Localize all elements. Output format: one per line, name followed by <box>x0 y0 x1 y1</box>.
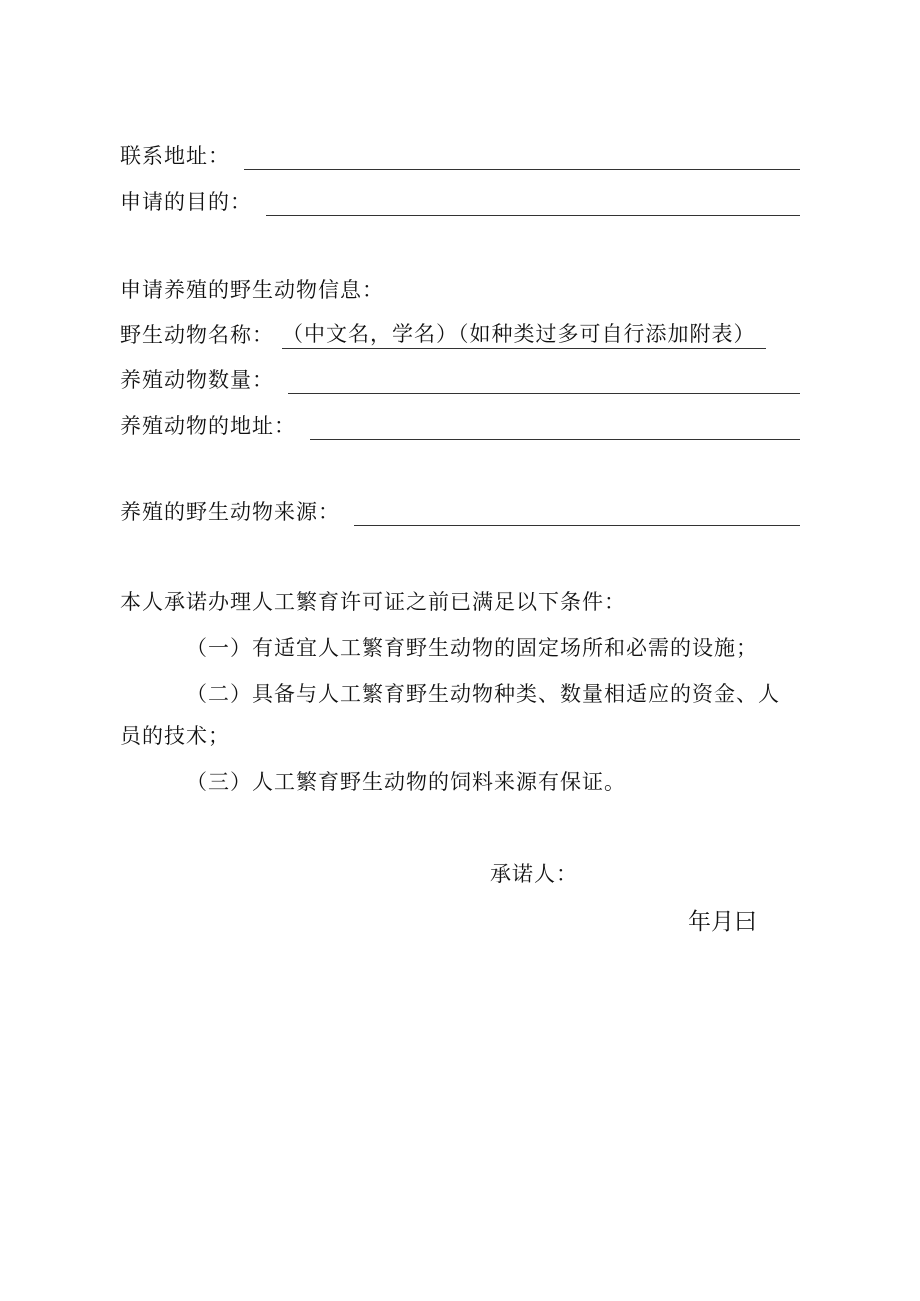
quantity-row <box>120 366 800 394</box>
quantity-label: 养殖动物数量： <box>120 368 274 392</box>
commitment-item-3: （三）人工繁育野生动物的饲料来源有保证。 <box>186 770 626 794</box>
animal-source-label: 养殖的野生动物来源： <box>120 500 340 524</box>
date-label: 年月曰 <box>688 909 757 935</box>
breeding-address-field[interactable] <box>310 415 800 440</box>
animal-name-label: 野生动物名称： <box>120 323 274 347</box>
animal-source-field[interactable] <box>354 501 800 526</box>
animal-info-heading: 申请养殖的野生动物信息： <box>120 278 384 302</box>
commitment-item-2: （二）具备与人工繁育野生动物种类、数量相适应的资金、人 <box>186 682 780 706</box>
purpose-row <box>120 188 800 216</box>
animal-name-field[interactable]: （中文名，学名）（如种类过多可自行添加附表） <box>282 320 766 349</box>
quantity-field[interactable] <box>288 369 800 394</box>
purpose-field[interactable] <box>266 191 800 216</box>
signer-label: 承诺人： <box>490 862 578 886</box>
contact-address-label: 联系地址： <box>120 144 230 168</box>
animal-name-row <box>120 320 800 349</box>
purpose-label: 申请的目的： <box>120 190 252 214</box>
animal-source-row <box>120 498 800 526</box>
commitment-item-1: （一）有适宜人工繁育野生动物的固定场所和必需的设施； <box>186 636 758 660</box>
contact-address-field[interactable] <box>244 145 800 170</box>
commitment-item-2-continued: 员的技术； <box>120 724 230 748</box>
commitment-intro: 本人承诺办理人工繁育许可证之前已满足以下条件： <box>120 590 626 614</box>
contact-address-row <box>120 142 800 170</box>
breeding-address-row <box>120 412 800 440</box>
breeding-address-label: 养殖动物的地址： <box>120 414 296 438</box>
